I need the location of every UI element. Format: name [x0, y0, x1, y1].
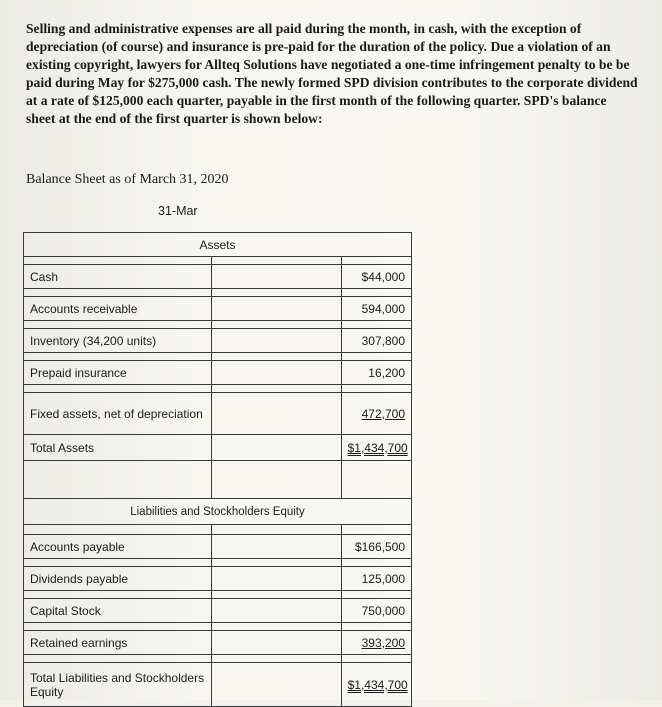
- row-blank: [211, 329, 341, 353]
- spacer-row: [24, 461, 412, 499]
- spacer-row: [24, 591, 412, 599]
- row-blank: [211, 435, 341, 461]
- spacer-row: [24, 559, 412, 567]
- spacer-row: [24, 257, 412, 265]
- row-value: 16,200: [341, 361, 411, 385]
- liabilities-header: Liabilities and Stockholders Equity: [24, 499, 412, 525]
- table-row: [24, 329, 412, 353]
- row-blank: [211, 297, 341, 321]
- row-label: Cash: [24, 265, 212, 289]
- row-blank: [211, 631, 341, 655]
- row-label: Accounts receivable: [24, 297, 212, 321]
- row-label: Inventory (34,200 units): [24, 329, 212, 353]
- row-label: Fixed assets, net of depreciation: [24, 393, 212, 435]
- row-value: 750,000: [341, 599, 411, 623]
- row-value: 393,200: [341, 631, 411, 655]
- row-label: Retained earnings: [24, 631, 212, 655]
- balance-sheet-title: Balance Sheet as of March 31, 2020: [26, 172, 229, 187]
- balance-sheet-table: [23, 232, 412, 707]
- row-value: 307,800: [341, 329, 411, 353]
- spacer-row: [24, 385, 412, 393]
- total-assets-value: $1,434,700: [341, 435, 411, 461]
- row-blank: [211, 393, 341, 435]
- table-row: [24, 393, 412, 435]
- spacer-row: [24, 353, 412, 361]
- row-value: 472,700: [341, 393, 411, 435]
- row-value: $44,000: [341, 265, 411, 289]
- row-blank: [211, 599, 341, 623]
- row-label: Accounts payable: [24, 535, 212, 559]
- row-blank: [211, 361, 341, 385]
- total-liabilities-value: $1,434,700: [341, 663, 411, 707]
- total-assets-label: Total Assets: [24, 435, 212, 461]
- date-column-label: 31-Mar: [158, 204, 198, 218]
- table-row: [24, 265, 412, 289]
- table-row: [24, 361, 412, 385]
- table-row: [24, 599, 412, 623]
- table-row: [24, 567, 412, 591]
- row-label: Capital Stock: [24, 599, 212, 623]
- liabilities-header-row: [24, 499, 412, 525]
- problem-paragraph: Selling and administrative expenses are all paid during the month, in cash, with the exception of depreciation (of course) and insurance is pre-paid for the duration of the policy. Due a violation of an existing copyright, lawyers for Allteq Solutions have negotiated a one-time infringement penalty to be be paid during May for $275,000 cash. The newly formed SPD division contributes to the corporate dividend at a rate of $125,000 each quarter, payable in the first month of the following quarter. SPD's balance sheet at the end of the first quarter is shown below:: [26, 21, 638, 126]
- spacer-row: [24, 623, 412, 631]
- assets-header: Assets: [24, 233, 412, 257]
- row-value: 594,000: [341, 297, 411, 321]
- total-assets-row: [24, 435, 412, 461]
- spacer-row: [24, 655, 412, 663]
- total-liabilities-label: Total Liabilities and Stockholders Equity: [24, 663, 212, 707]
- table-row: [24, 631, 412, 655]
- row-label: Prepaid insurance: [24, 361, 212, 385]
- row-value: $166,500: [341, 535, 411, 559]
- row-blank: [211, 535, 341, 559]
- spacer-row: [24, 321, 412, 329]
- spacer-row: [24, 289, 412, 297]
- table-row: [24, 535, 412, 559]
- row-value: 125,000: [341, 567, 411, 591]
- row-label: Dividends payable: [24, 567, 212, 591]
- table-row: [24, 297, 412, 321]
- row-blank: [211, 265, 341, 289]
- row-blank: [211, 567, 341, 591]
- spacer-row: [24, 525, 412, 535]
- assets-header-row: [24, 233, 412, 257]
